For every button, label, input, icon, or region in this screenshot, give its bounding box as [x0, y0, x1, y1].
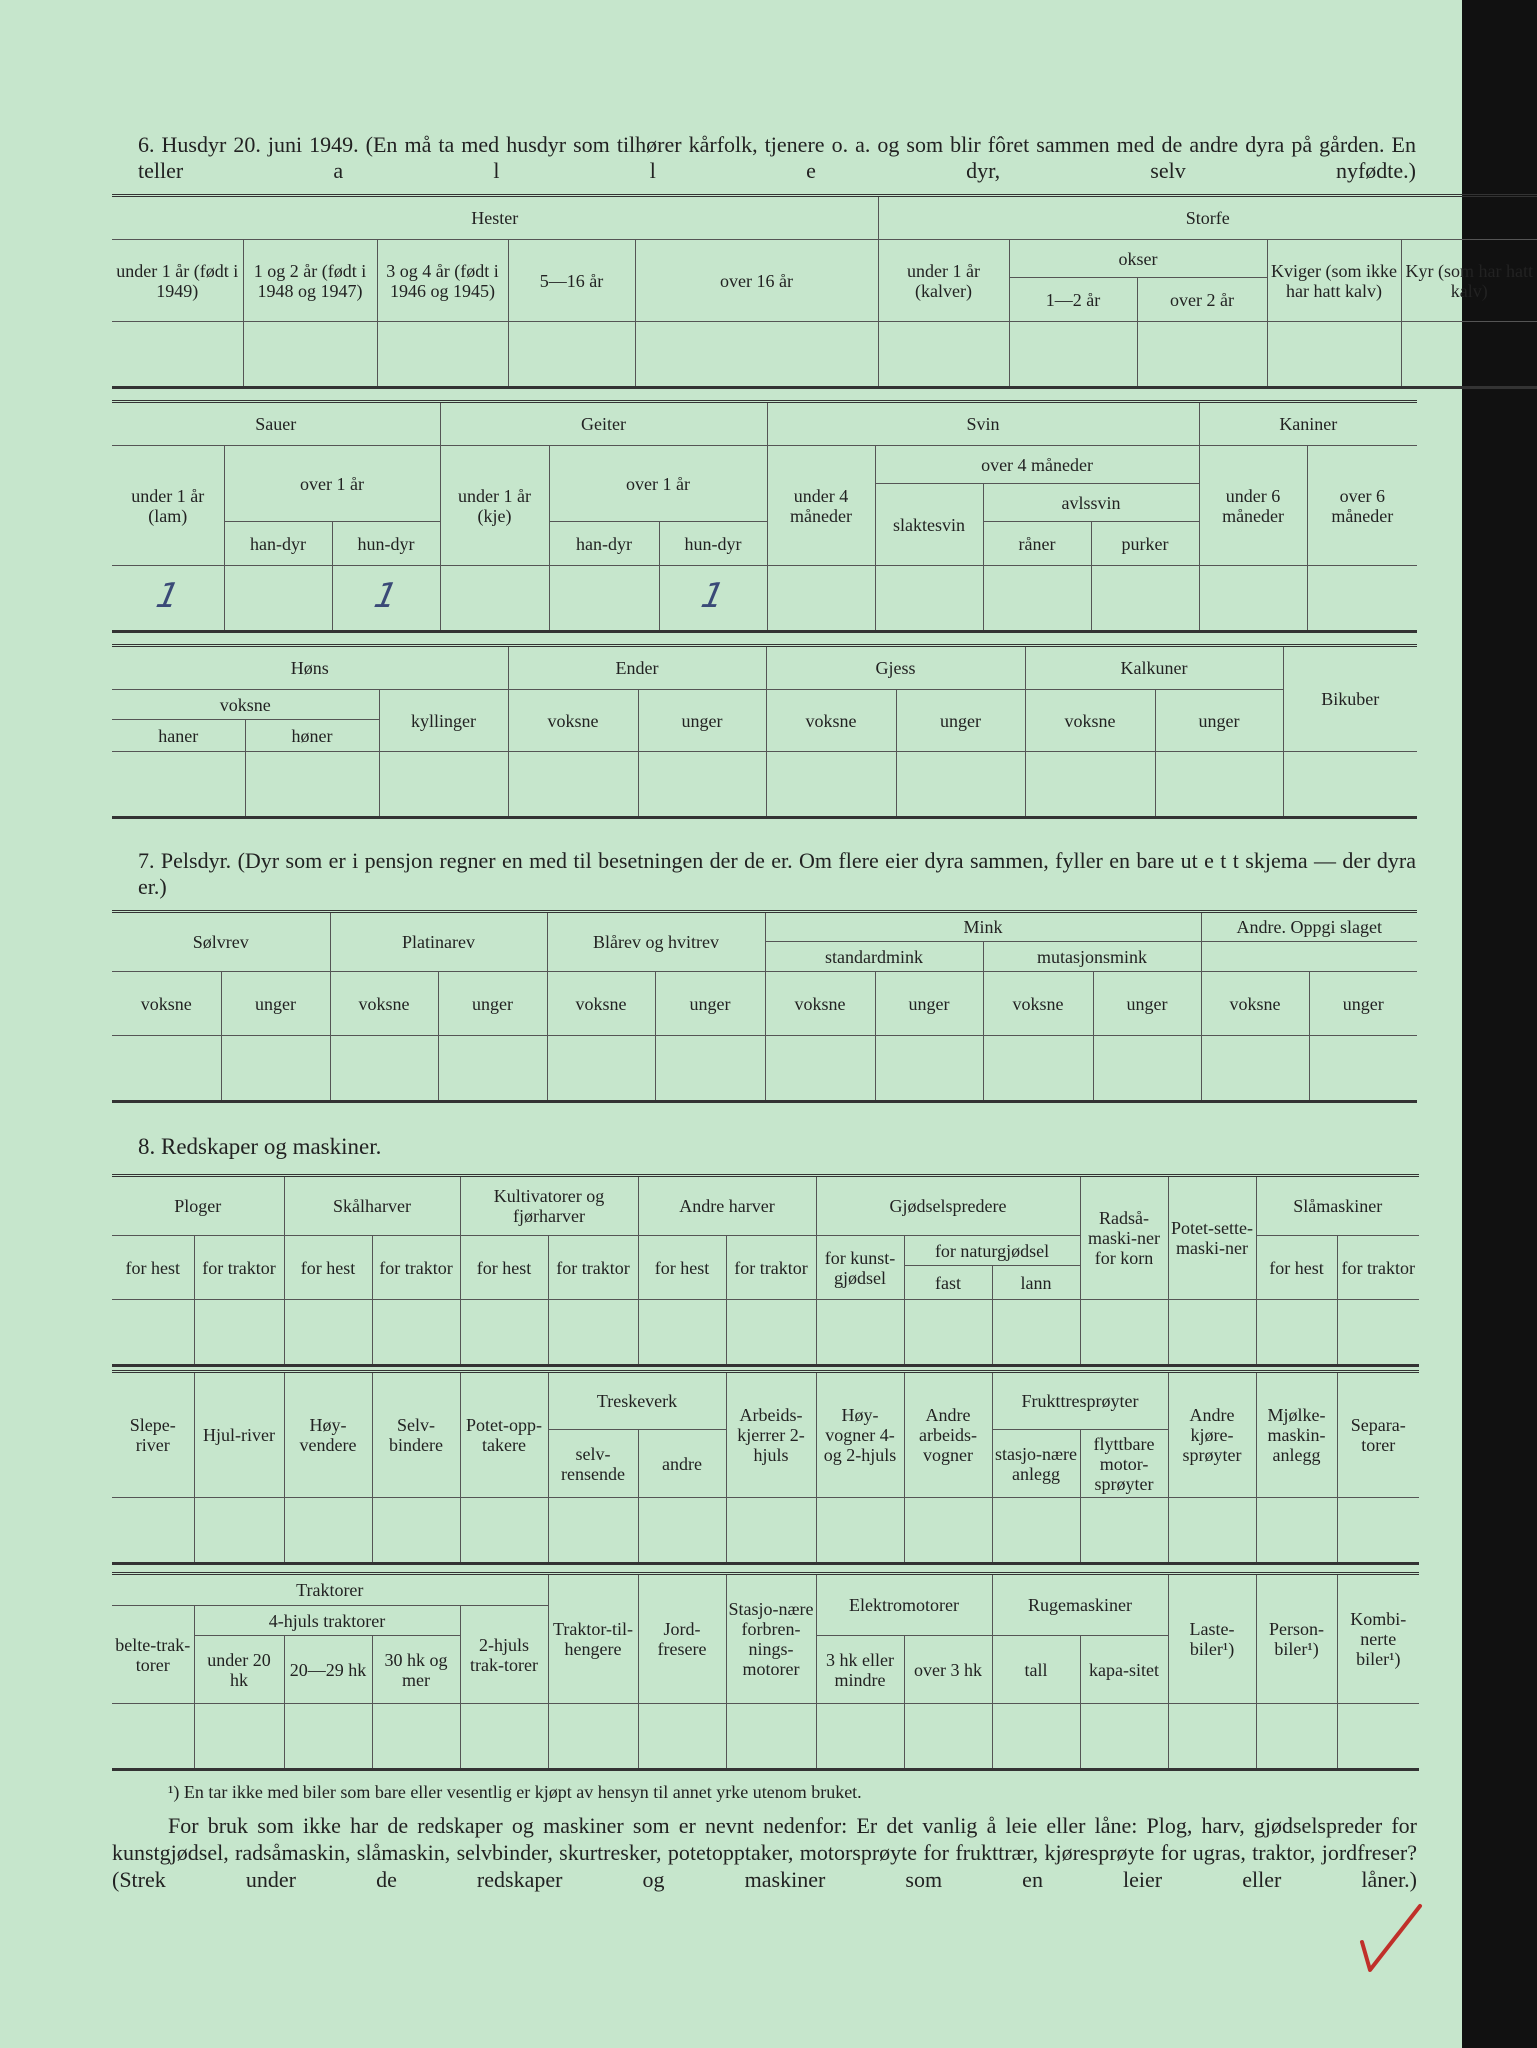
voksne-label: voksne: [112, 972, 221, 1036]
rugemaskiner-header: Rugemaskiner: [992, 1574, 1168, 1636]
hons-header: Høns: [112, 646, 508, 690]
section6-title: 6. Husdyr 20. juni 1949. (En må ta med husdyr som tilhører kårfolk, tjenere o. a. og som blir fôret sammen med de andre dyra på gården. En teller a l l e dyr, selv nyfødte.): [138, 132, 1416, 183]
closing-instructions: For bruk som ikke har de redskaper og maskiner som er nevnt nedenfor: Er det vanlig å leie eller låne: Plog, harv, gjødselspreder for kunstgjødsel, radsåmaskin, slåmaskin, selvbinder, skurtresker, potetopptaker, motorsprøyte for frukttrær, kjøresprøyte for ugras, traktor, jordfreser? (Strek under de redskaper og maskiner som en leier eller låner.): [112, 1813, 1417, 1892]
potetsettemaskiner-header: Potet-sette-maski-ner: [1168, 1176, 1256, 1300]
entry-cell[interactable]: [377, 322, 508, 388]
elektromotorer-header: Elektromotorer: [816, 1574, 992, 1636]
hjulriver-header: Hjul-river: [194, 1372, 284, 1498]
arbeidsvogner-header: Andre arbeids-vogner: [904, 1372, 992, 1498]
sauer-handyr: han-dyr: [224, 522, 332, 566]
entry-cell[interactable]: [1091, 566, 1199, 632]
storfe-okser: okser: [1009, 240, 1267, 278]
entry-cell[interactable]: [904, 1498, 992, 1564]
entry-cell[interactable]: [726, 1300, 816, 1366]
entry-cell[interactable]: [992, 1498, 1080, 1564]
svin-over4: over 4 måneder: [875, 446, 1199, 484]
andre-slag-blank: [1201, 942, 1417, 972]
for-traktor: for traktor: [194, 1236, 284, 1300]
treskeverk-header: Treskeverk: [548, 1372, 726, 1430]
traktorer-header: Traktorer: [112, 1574, 548, 1606]
entry-cell[interactable]: [1168, 1498, 1256, 1564]
entry-cell[interactable]: [112, 1498, 194, 1564]
entry-cell[interactable]: [245, 752, 379, 818]
entry-cell[interactable]: [992, 1300, 1080, 1366]
ender-header: Ender: [508, 646, 766, 690]
entry-cell[interactable]: [1256, 1300, 1337, 1366]
for-hest: for hest: [284, 1236, 372, 1300]
voksne-label: voksne: [1201, 972, 1309, 1036]
entry-cell[interactable]: [194, 1498, 284, 1564]
for-traktor: for traktor: [548, 1236, 638, 1300]
andre-harver-header: Andre harver: [638, 1176, 816, 1236]
entry-cell[interactable]: [655, 1036, 765, 1102]
unger-label: unger: [1309, 972, 1417, 1036]
kaniner-over6: over 6 måneder: [1307, 446, 1417, 566]
gjodselspredere-header: Gjødselspredere: [816, 1176, 1080, 1236]
for-traktor: for traktor: [372, 1236, 460, 1300]
hester-header: Hester: [112, 196, 878, 240]
entry-cell[interactable]: [112, 322, 243, 388]
entry-cell[interactable]: [548, 1704, 638, 1770]
entry-cell[interactable]: [766, 752, 896, 818]
section8-title: 8. Redskaper og maskiner.: [138, 1134, 382, 1159]
geiter-header: Geiter: [440, 402, 767, 446]
entry-cell[interactable]: [1080, 1498, 1168, 1564]
entry-cell[interactable]: [508, 322, 635, 388]
hons-kyllinger: kyllinger: [379, 690, 508, 752]
entry-cell[interactable]: [372, 1704, 460, 1770]
entry-cell[interactable]: [460, 1300, 548, 1366]
hester-under1: under 1 år (født i 1949): [112, 240, 243, 322]
entry-cell[interactable]: [438, 1036, 547, 1102]
voksne-label: voksne: [330, 972, 438, 1036]
gjess-header: Gjess: [766, 646, 1025, 690]
naturgjodsel-lann: lann: [992, 1266, 1080, 1300]
entry-cell[interactable]: [547, 1036, 655, 1102]
entry-cell[interactable]: [1155, 752, 1283, 818]
entry-cell[interactable]: [1201, 1036, 1309, 1102]
storfe-kviger: Kviger (som ikke har hatt kalv): [1267, 240, 1401, 322]
hester-5-16: 5—16 år: [508, 240, 635, 322]
storfe-header: Storfe: [878, 196, 1537, 240]
entry-cell[interactable]: [1307, 566, 1417, 632]
handwritten-value: 1: [697, 575, 729, 616]
sauer-over1: over 1 år: [224, 446, 440, 522]
entry-cell[interactable]: [1401, 322, 1537, 388]
entry-cell[interactable]: [1337, 1300, 1419, 1366]
entry-cell[interactable]: [875, 566, 983, 632]
entry-cell[interactable]: [1309, 1036, 1417, 1102]
firehjuls-traktorer-header: 4-hjuls traktorer: [194, 1606, 460, 1636]
forbrenningsmotorer-header: Stasjo-nære forbren-nings-motorer: [726, 1574, 816, 1704]
entry-cell[interactable]: [726, 1704, 816, 1770]
entry-cell[interactable]: [548, 1300, 638, 1366]
blarev-header: Blårev og hvitrev: [547, 912, 765, 972]
traktor-30-mer: 30 hk og mer: [372, 1636, 460, 1704]
ruge-tall: tall: [992, 1636, 1080, 1704]
lastebiler-header: Laste-biler¹): [1168, 1574, 1256, 1704]
entry-cell[interactable]: [379, 752, 508, 818]
traktor-20-29: 20—29 hk: [284, 1636, 372, 1704]
unger-label: unger: [221, 972, 330, 1036]
entry-cell[interactable]: [194, 1300, 284, 1366]
voksne-label: voksne: [547, 972, 655, 1036]
entry-cell[interactable]: [638, 1300, 726, 1366]
entry-cell[interactable]: [638, 752, 766, 818]
entry-cell[interactable]: [372, 1300, 460, 1366]
treskeverk-selvrensende: selv-rensende: [548, 1430, 638, 1498]
entry-cell[interactable]: [508, 752, 638, 818]
entry-cell[interactable]: [1080, 1300, 1168, 1366]
hester-over16: over 16 år: [635, 240, 878, 322]
svin-slaktesvin: slaktesvin: [875, 484, 983, 566]
sleperiver-header: Slepe-river: [112, 1372, 194, 1498]
entry-cell[interactable]: [1080, 1704, 1168, 1770]
unger-label: unger: [1093, 972, 1201, 1036]
svin-avlssvin: avlssvin: [983, 484, 1199, 522]
mutasjonsmink-header: mutasjonsmink: [983, 942, 1201, 972]
entry-cell[interactable]: [638, 1498, 726, 1564]
frukt-stasjonaere: stasjo-nære anlegg: [992, 1430, 1080, 1498]
jordfresere-header: Jord-fresere: [638, 1574, 726, 1704]
naturgjodsel-fast: fast: [904, 1266, 992, 1300]
entry-cell[interactable]: [112, 1300, 194, 1366]
entry-cell[interactable]: [904, 1704, 992, 1770]
entry-cell[interactable]: [1009, 322, 1137, 388]
unger-label: unger: [438, 972, 547, 1036]
frukttresproyter-header: Frukttresprøyter: [992, 1372, 1168, 1430]
entry-cell[interactable]: [112, 752, 245, 818]
svin-purker: purker: [1091, 522, 1199, 566]
frukt-flyttbare: flyttbare motor-sprøyter: [1080, 1430, 1168, 1498]
entry-cell[interactable]: [992, 1704, 1080, 1770]
selvbindere-header: Selv-bindere: [372, 1372, 460, 1498]
entry-cell-sauer-hundyr[interactable]: [332, 566, 440, 632]
for-kunstgjodsel: for kunst-gjødsel: [816, 1236, 904, 1300]
ruge-kapasitet: kapa-sitet: [1080, 1636, 1168, 1704]
entry-cell[interactable]: [983, 1036, 1093, 1102]
beltetraktorer-header: belte-trak-torer: [112, 1606, 194, 1704]
entry-cell-geiter-hundyr[interactable]: [659, 566, 767, 632]
entry-cell[interactable]: [372, 1498, 460, 1564]
svin-raner: råner: [983, 522, 1091, 566]
sauer-geiter-svin-table: [112, 400, 1417, 633]
mjolkemaskin-header: Mjølke-maskin-anlegg: [1256, 1372, 1337, 1498]
tohjuls-traktorer-header: 2-hjuls trak-torer: [460, 1606, 548, 1704]
voksne-label: voksne: [765, 972, 875, 1036]
entry-cell[interactable]: [1256, 1704, 1337, 1770]
mink-header: Mink: [765, 912, 1201, 942]
kjoresproyter-header: Andre kjøre-sprøyter: [1168, 1372, 1256, 1498]
entry-cell[interactable]: [284, 1300, 372, 1366]
sauer-lam: under 1 år (lam): [112, 446, 224, 566]
geiter-over1: over 1 år: [549, 446, 767, 522]
for-traktor: for traktor: [726, 1236, 816, 1300]
entry-cell[interactable]: [767, 566, 875, 632]
hoyvendere-header: Høy-vendere: [284, 1372, 372, 1498]
hons-haner: haner: [112, 720, 245, 752]
voksne-label: voksne: [983, 972, 1093, 1036]
arbeidskjerrer-header: Arbeids-kjerrer 2-hjuls: [726, 1372, 816, 1498]
entry-cell[interactable]: [1168, 1704, 1256, 1770]
standardmink-header: standardmink: [765, 942, 983, 972]
ender-voksne: voksne: [508, 690, 638, 752]
pelsdyr-table: [112, 910, 1417, 1103]
entry-cell[interactable]: [221, 1036, 330, 1102]
storfe-kalver: under 1 år (kalver): [878, 240, 1009, 322]
hons-honer: høner: [245, 720, 379, 752]
ploger-header: Ploger: [112, 1176, 284, 1236]
handwritten-value: 1: [152, 575, 183, 616]
entry-cell[interactable]: [816, 1498, 904, 1564]
okser-1-2: 1—2 år: [1009, 278, 1137, 322]
traktor-under20: under 20 hk: [194, 1636, 284, 1704]
platinarev-header: Platinarev: [330, 912, 547, 972]
handwritten-value: 1: [370, 575, 402, 616]
entry-cell[interactable]: [1267, 322, 1401, 388]
hons-voksne: voksne: [112, 690, 379, 720]
geiter-hundyr: hun-dyr: [659, 522, 767, 566]
entry-cell[interactable]: [1283, 752, 1417, 818]
entry-cell[interactable]: [440, 566, 549, 632]
for-hest: for hest: [460, 1236, 548, 1300]
for-hest: for hest: [112, 1236, 194, 1300]
entry-cell[interactable]: [765, 1036, 875, 1102]
footnote: ¹) En tar ikke med biler som bare eller vesentlig er kjøpt av hensyn til annet yrke utenom bruket.: [168, 1782, 862, 1802]
radsamaskiner-header: Radså-maski-ner for korn: [1080, 1176, 1168, 1300]
solvrev-header: Sølvrev: [112, 912, 330, 972]
entry-cell[interactable]: [816, 1704, 904, 1770]
entry-cell[interactable]: [549, 566, 659, 632]
hester-storfe-table: [112, 194, 1537, 389]
kalkuner-unger: unger: [1155, 690, 1283, 752]
for-hest: for hest: [638, 1236, 726, 1300]
hoyvogner-header: Høy-vogner 4- og 2-hjuls: [816, 1372, 904, 1498]
entry-cell[interactable]: [904, 1300, 992, 1366]
storfe-kyr: Kyr (som har hatt kalv): [1401, 240, 1537, 322]
kultivatorer-header: Kultivatorer og fjørharver: [460, 1176, 638, 1236]
entry-cell[interactable]: [1256, 1498, 1337, 1564]
entry-cell[interactable]: [284, 1498, 372, 1564]
entry-cell[interactable]: [194, 1704, 284, 1770]
kalkuner-voksne: voksne: [1025, 690, 1155, 752]
slamaskiner-header: Slåmaskiner: [1256, 1176, 1419, 1236]
hester-1og2: 1 og 2 år (født i 1948 og 1947): [243, 240, 377, 322]
svin-header: Svin: [767, 402, 1199, 446]
kaniner-under6: under 6 måneder: [1199, 446, 1307, 566]
redskaper-table-2: [112, 1370, 1419, 1565]
kalkuner-header: Kalkuner: [1025, 646, 1283, 690]
elektro-3hk-mindre: 3 hk eller mindre: [816, 1636, 904, 1704]
entry-cell[interactable]: [1137, 322, 1267, 388]
geiter-kje: under 1 år (kje): [440, 446, 549, 566]
entry-cell-sauer-lam[interactable]: [112, 566, 224, 632]
entry-cell[interactable]: [460, 1704, 548, 1770]
gjess-voksne: voksne: [766, 690, 896, 752]
redskaper-table-1: [112, 1174, 1419, 1367]
entry-cell[interactable]: [816, 1300, 904, 1366]
unger-label: unger: [655, 972, 765, 1036]
entry-cell[interactable]: [635, 322, 878, 388]
entry-cell[interactable]: [1025, 752, 1155, 818]
separatorer-header: Separa-torer: [1337, 1372, 1419, 1498]
section7-title: 7. Pelsdyr. (Dyr som er i pensjon regner en med til besetningen der de er. Om flere eier dyra sammen, fyller en bare ut e t t skjema — der dyra er.): [138, 848, 1416, 899]
entry-cell[interactable]: [638, 1704, 726, 1770]
entry-cell[interactable]: [112, 1704, 194, 1770]
geiter-handyr: han-dyr: [549, 522, 659, 566]
skalharver-header: Skålharver: [284, 1176, 460, 1236]
unger-label: unger: [875, 972, 983, 1036]
entry-cell[interactable]: [896, 752, 1025, 818]
fjorfe-table: [112, 644, 1417, 819]
potetopptakere-header: Potet-opp-takere: [460, 1372, 548, 1498]
sauer-hundyr: hun-dyr: [332, 522, 440, 566]
sauer-header: Sauer: [112, 402, 440, 446]
entry-cell[interactable]: [224, 566, 332, 632]
kombinerte-biler-header: Kombi-nerte biler¹): [1337, 1574, 1419, 1704]
gjess-unger: unger: [896, 690, 1025, 752]
check-mark-icon: [1356, 1900, 1426, 1980]
entry-cell[interactable]: [548, 1498, 638, 1564]
entry-cell[interactable]: [284, 1704, 372, 1770]
entry-cell[interactable]: [726, 1498, 816, 1564]
entry-cell[interactable]: [983, 566, 1091, 632]
for-naturgjodsel: for naturgjødsel: [904, 1236, 1080, 1266]
hester-3og4: 3 og 4 år (født i 1946 og 1945): [377, 240, 508, 322]
kaniner-header: Kaniner: [1199, 402, 1417, 446]
traktortilhengere-header: Traktor-til-hengere: [548, 1574, 638, 1704]
entry-cell[interactable]: [1199, 566, 1307, 632]
redskaper-table-3: [112, 1572, 1419, 1771]
treskeverk-andre: andre: [638, 1430, 726, 1498]
entry-cell[interactable]: [112, 1036, 221, 1102]
okser-over2: over 2 år: [1137, 278, 1267, 322]
entry-cell[interactable]: [878, 322, 1009, 388]
entry-cell[interactable]: [1168, 1300, 1256, 1366]
personbiler-header: Person-biler¹): [1256, 1574, 1337, 1704]
entry-cell[interactable]: [875, 1036, 983, 1102]
ender-unger: unger: [638, 690, 766, 752]
entry-cell[interactable]: [330, 1036, 438, 1102]
entry-cell[interactable]: [1337, 1498, 1419, 1564]
svin-under4: under 4 måneder: [767, 446, 875, 566]
entry-cell[interactable]: [1337, 1704, 1419, 1770]
entry-cell[interactable]: [460, 1498, 548, 1564]
for-traktor: for traktor: [1337, 1236, 1419, 1300]
bikuber-header: Bikuber: [1283, 646, 1417, 752]
entry-cell[interactable]: [243, 322, 377, 388]
andre-pelsdyr-header: Andre. Oppgi slaget: [1201, 912, 1417, 942]
entry-cell[interactable]: [1093, 1036, 1201, 1102]
elektro-over3hk: over 3 hk: [904, 1636, 992, 1704]
for-hest: for hest: [1256, 1236, 1337, 1300]
